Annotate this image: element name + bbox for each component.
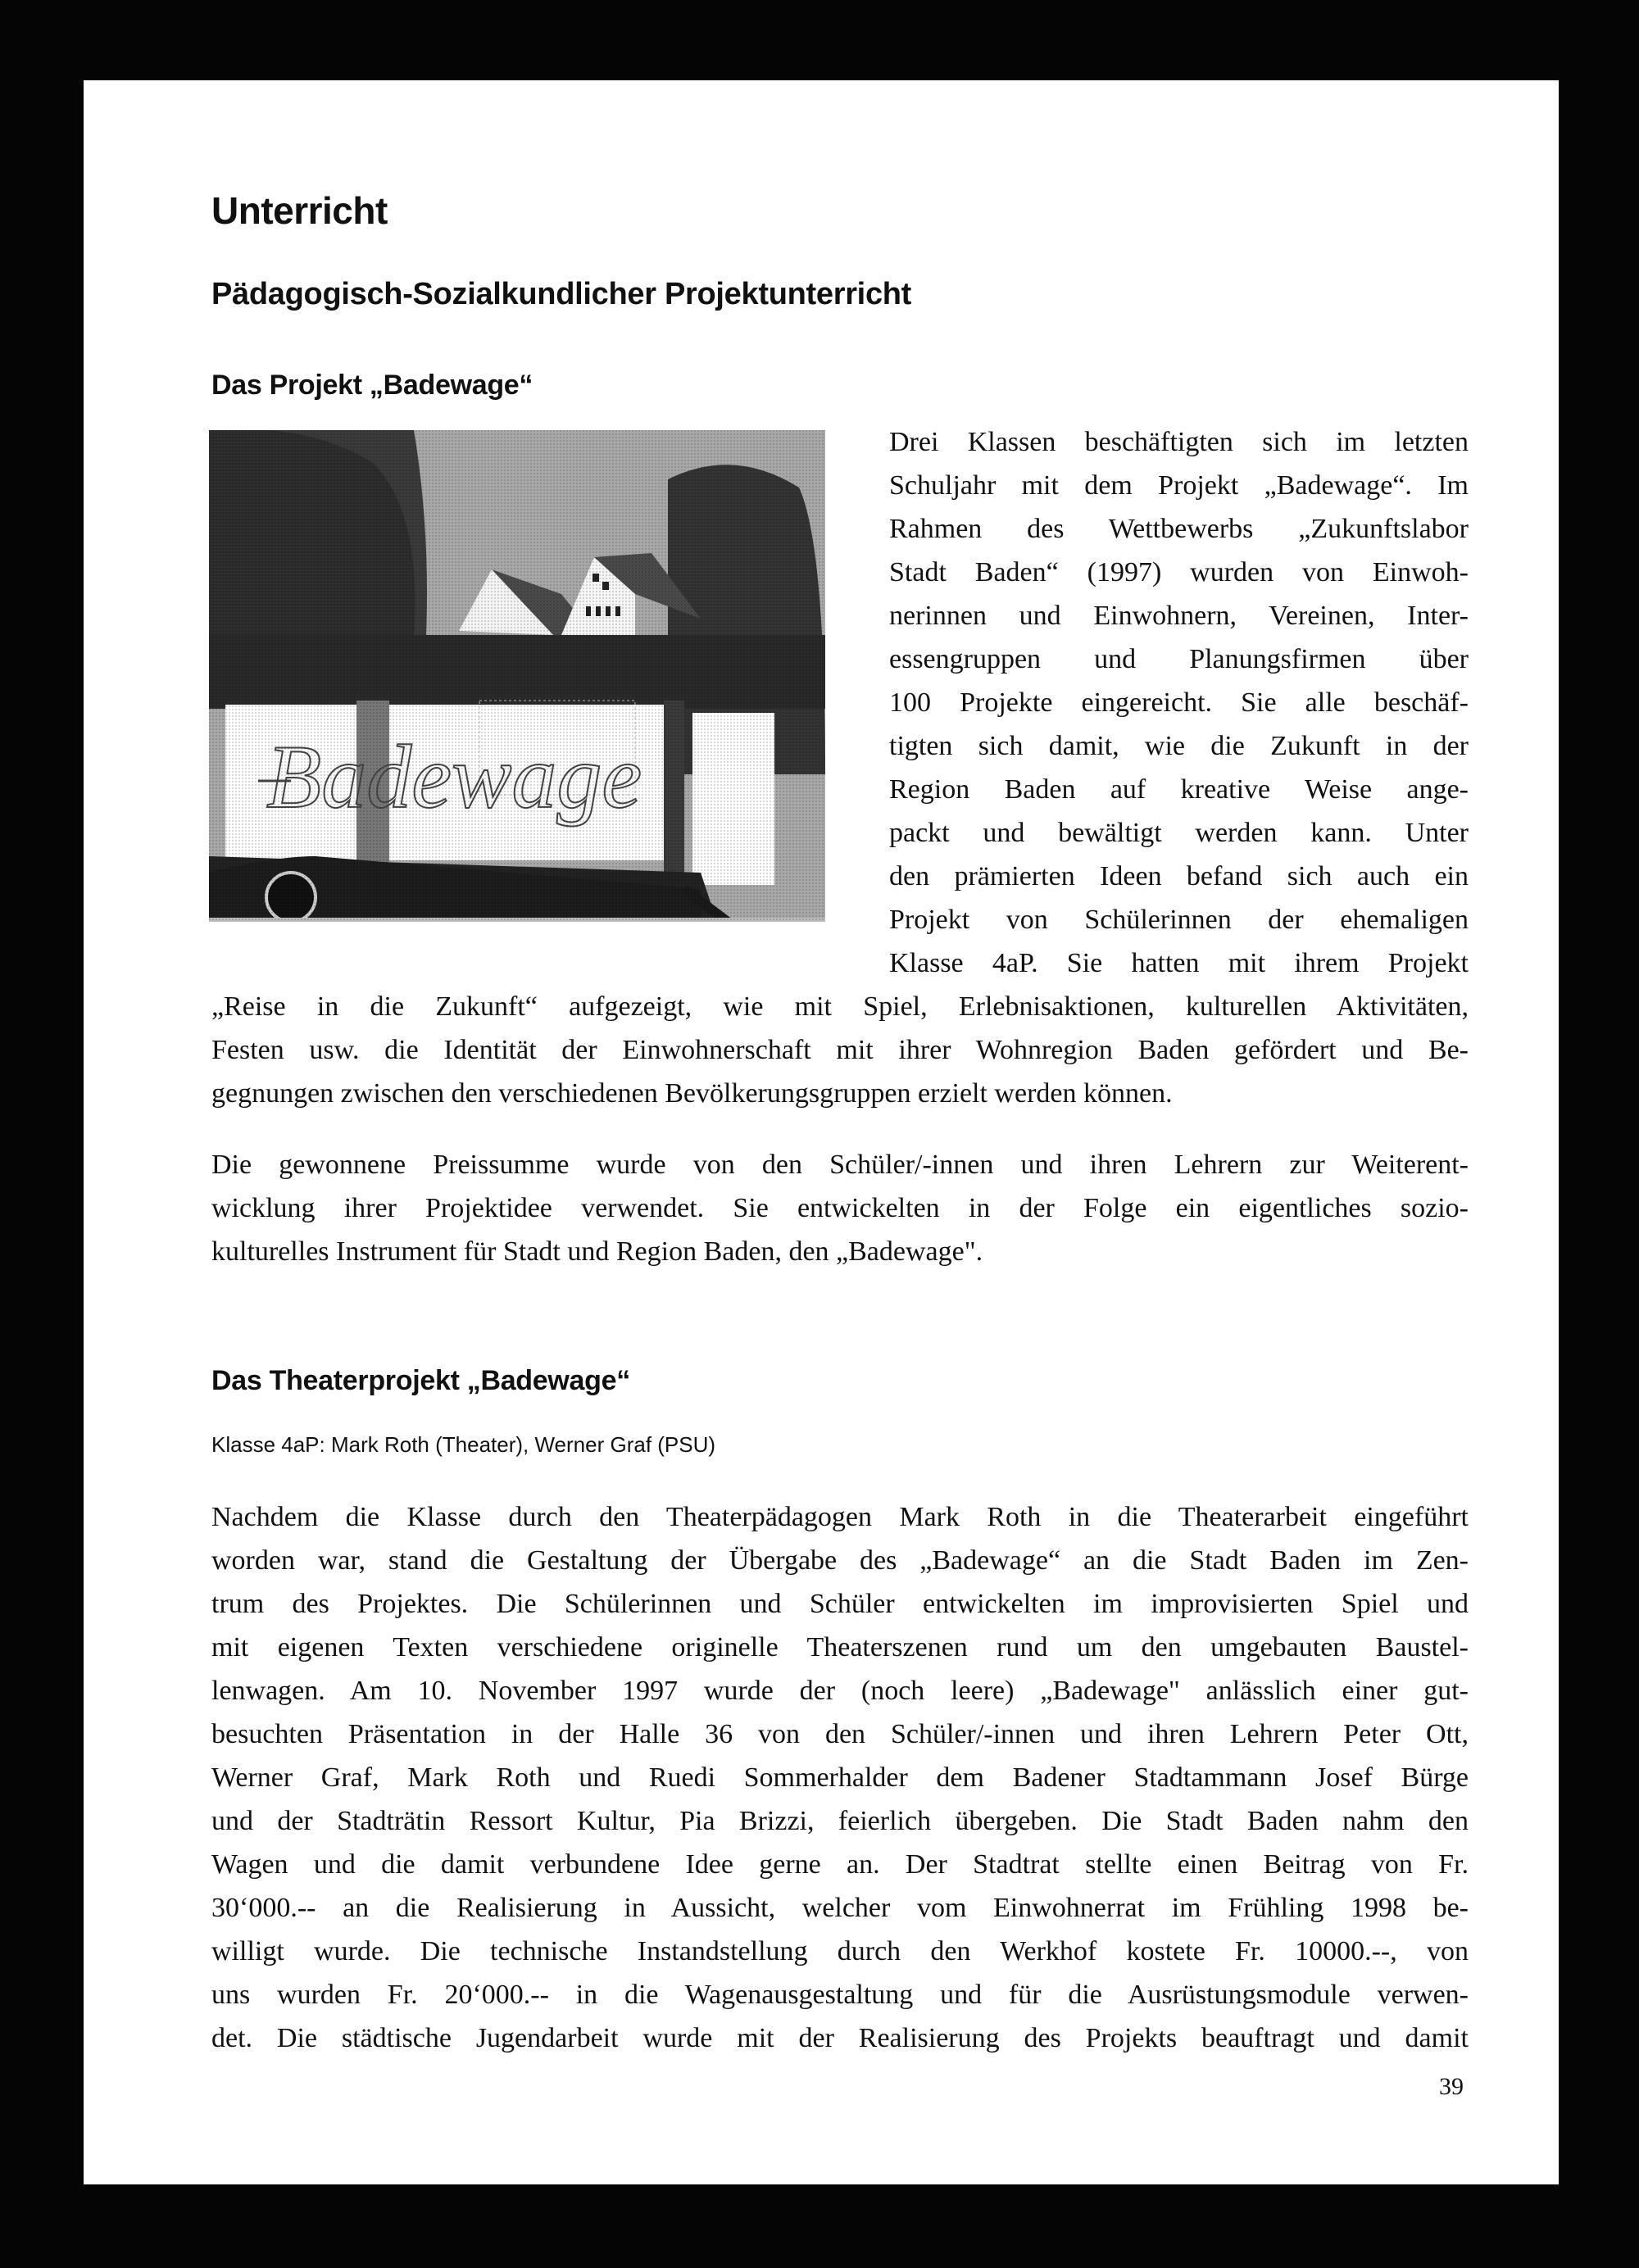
text-line: Wagen und die damit verbundene Idee gerne an. Der Stadtrat stellte einen Beitrag von Fr. — [211, 1849, 1469, 1880]
intro-paragraph-column — [889, 420, 1469, 985]
text-line: und der Stadträtin Ressort Kultur, Pia Brizzi, feierlich übergeben. Die Stadt Baden nahm den — [211, 1806, 1469, 1836]
text-line: uns wurden Fr. 20‘000.-- in die Wagenausgestaltung und für die Ausrüstungsmodule verwen- — [211, 1980, 1469, 2010]
text-line: 100 Projekte eingereicht. Sie alle beschäf- — [889, 687, 1469, 718]
article-byline: Klasse 4aP: Mark Roth (Theater), Werner Graf (PSU) — [211, 1432, 716, 1457]
text-line: lenwagen. Am 10. November 1997 wurde der (noch leere) „Badewage" anlässlich einer gut- — [211, 1676, 1469, 1706]
text-line: 30‘000.-- an die Realisierung in Aussicht, welcher vom Einwohnerrat im Frühling 1998 be- — [211, 1893, 1469, 1923]
text-line: „Reise in die Zukunft“ aufgezeigt, wie mit Spiel, Erlebnisaktionen, kulturellen Aktivitäten, — [211, 991, 1469, 1022]
text-line: worden war, stand die Gestaltung der Übergabe des „Badewage“ an die Stadt Baden im Zen- — [211, 1545, 1469, 1576]
section-title: Unterricht — [211, 189, 388, 232]
text-line: Rahmen des Wettbewerbs „Zukunftslabor — [889, 514, 1469, 544]
text-line: essengruppen und Planungsfirmen über — [889, 644, 1469, 674]
text-line: willigt wurde. Die technische Instandstellung durch den Werkhof kostete Fr. 10000.--, von — [211, 1936, 1469, 1966]
intro-paragraph-continued — [211, 985, 1469, 1115]
text-line: det. Die städtische Jugendarbeit wurde mit der Realisierung des Projekts beauftragt und damit — [211, 2023, 1469, 2053]
text-line: Projekt von Schülerinnen der ehemaligen — [889, 905, 1469, 935]
subsection-title: Pädagogisch-Sozialkundlicher Projektunterricht — [211, 277, 912, 311]
text-line: wicklung ihrer Projektidee verwendet. Sie entwickelten in der Folge ein eigentliches sozio- — [211, 1193, 1469, 1223]
text-line: gegnungen zwischen den verschiedenen Bevölkerungsgruppen erzielt werden können. — [211, 1078, 1173, 1109]
badewage-trailer-photo — [209, 430, 825, 922]
prize-money-paragraph — [211, 1143, 1469, 1273]
article-heading-badewage-project: Das Projekt „Badewage“ — [211, 370, 533, 401]
text-line: Die gewonnene Preissumme wurde von den Schüler/-innen und ihren Lehrern zur Weiterent- — [211, 1150, 1469, 1180]
text-line: kulturelles Instrument für Stadt und Region Baden, den „Badewage". — [211, 1236, 983, 1267]
text-line: Drei Klassen beschäftigten sich im letzten — [889, 427, 1469, 457]
text-line: Nachdem die Klasse durch den Theaterpädagogen Mark Roth in die Theaterarbeit eingeführt — [211, 1502, 1469, 1532]
text-line: Region Baden auf kreative Weise ange- — [889, 774, 1469, 805]
text-line: mit eigenen Texten verschiedene originelle Theaterszenen rund um den umgebauten Baustel- — [211, 1632, 1469, 1662]
text-line: nerinnen und Einwohnern, Vereinen, Inter- — [889, 601, 1469, 631]
text-line: packt und bewältigt werden kann. Unter — [889, 818, 1469, 848]
article-heading-theater-project: Das Theaterprojekt „Badewage“ — [211, 1365, 630, 1396]
text-line: Werner Graf, Mark Roth und Ruedi Sommerhalder dem Badener Stadtammann Josef Bürge — [211, 1762, 1469, 1793]
page-number: 39 — [1439, 2073, 1464, 2100]
text-line: Stadt Baden“ (1997) wurden von Einwoh- — [889, 557, 1469, 587]
text-line: Festen usw. die Identität der Einwohnerschaft mit ihrer Wohnregion Baden gefördert und Be- — [211, 1035, 1469, 1065]
document-page — [84, 80, 1559, 2184]
theater-project-paragraph — [211, 1495, 1469, 2060]
text-line: den prämierten Ideen befand sich auch ein — [889, 861, 1469, 891]
text-line: trum des Projektes. Die Schülerinnen und Schüler entwickelten im improvisierten Spiel und — [211, 1589, 1469, 1619]
text-line: Klasse 4aP. Sie hatten mit ihrem Projekt — [889, 948, 1469, 978]
text-line: tigten sich damit, wie die Zukunft in der — [889, 731, 1469, 761]
text-line: besuchten Präsentation in der Halle 36 von den Schüler/-innen und ihren Lehrern Peter Ott, — [211, 1719, 1469, 1749]
text-line: Schuljahr mit dem Projekt „Badewage“. Im — [889, 470, 1469, 501]
